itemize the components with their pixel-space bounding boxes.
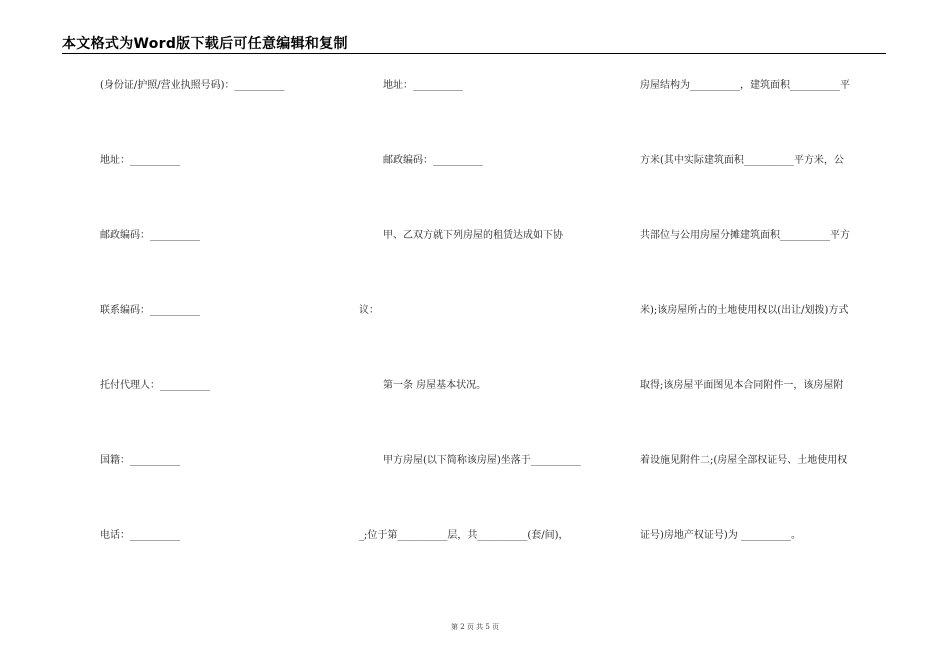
col1-line-id-number: (身份证/护照/营业执照号码)：__________ — [100, 80, 285, 91]
col1-line-address: 地址：__________ — [100, 155, 180, 166]
col1-line-contact-code: 联系编码：__________ — [100, 305, 200, 316]
col1-line-postcode: 邮政编码：__________ — [100, 230, 200, 241]
col3-line-floor-plan: 取得;该房屋平面图见本合同附件一，该房屋附 — [640, 380, 844, 391]
col3-line-shared-area: 共部位与公用房屋分摊建筑面积__________平方 — [640, 230, 850, 241]
col3-line-certificate: 证号)房地产权证号)为 __________。 — [640, 530, 801, 541]
header-divider — [62, 53, 886, 54]
col3-line-area: 方米(其中实际建筑面积__________平方米，公 — [640, 155, 844, 166]
col3-line-land-right: 米);该房屋所占的土地使用权以(出让/划拨)方式 — [640, 305, 849, 316]
document-header-title: 本文格式为Word版下载后可任意编辑和复制 — [62, 36, 348, 52]
col2-line-article-one: 第一条 房屋基本状况。 — [383, 380, 487, 391]
col3-line-structure: 房屋结构为__________，建筑面积__________平 — [640, 80, 850, 91]
page-number: 第 2 页 共 5 页 — [450, 623, 500, 631]
col3-line-facilities: 着设施见附件二;(房屋全部权证号、土地使用权 — [640, 455, 848, 466]
col2-line-postcode: 邮政编码：__________ — [383, 155, 483, 166]
col1-line-nationality: 国籍：__________ — [100, 455, 180, 466]
col2-line-location: 甲方房屋(以下简称该房屋)坐落于__________ — [383, 455, 581, 466]
col2-line-floor: _;位于第__________层，共__________(套/间)， — [359, 530, 569, 541]
col2-line-agreement-end: 议： — [359, 305, 379, 316]
col2-line-address: 地址：__________ — [383, 80, 463, 91]
col2-line-agreement: 甲、乙双方就下列房屋的租赁达成如下协 — [383, 230, 563, 241]
col1-line-agent: 托付代理人：__________ — [100, 380, 210, 391]
col1-line-phone: 电话：__________ — [100, 530, 180, 541]
